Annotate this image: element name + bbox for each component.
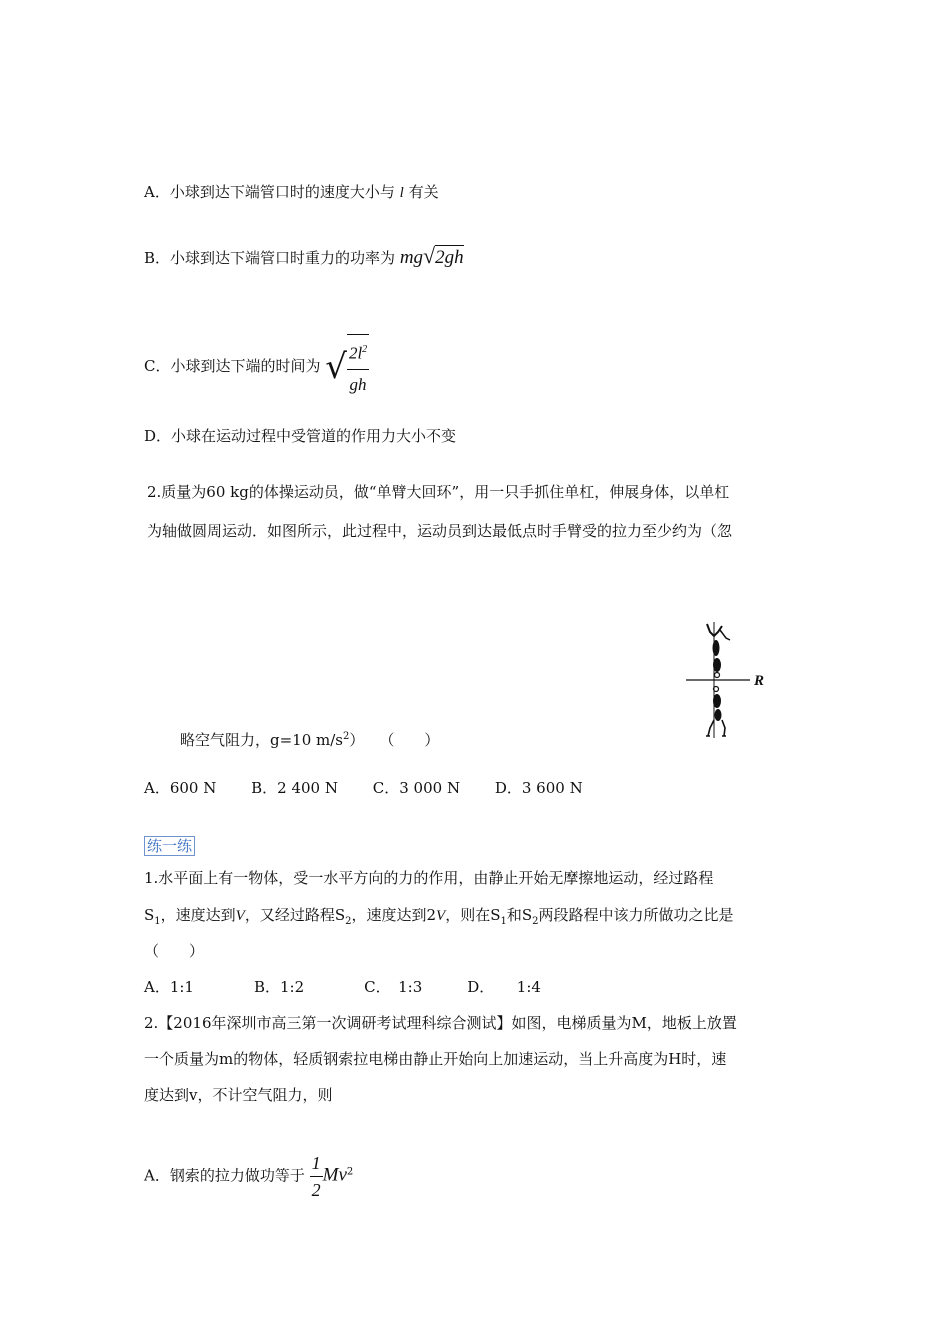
practice-q1-options: A．1:1 B．1:2 C． 1:3 D． 1:4 — [144, 978, 541, 996]
expression-exponent: 2 — [346, 1166, 354, 1178]
q2-line3-text: 略空气阻力，g=10 m/s — [180, 731, 344, 749]
half-fraction — [310, 1150, 323, 1203]
option-b-formula — [399, 243, 464, 268]
practice-q1-line1: 1.水平面上有一物体，受一水平方向的力的作用，由静止开始无摩擦地运动，经过路程 — [144, 869, 714, 887]
practice-q1-line2: $S_1$，速度达到V，又经过路程$S_2$，速度达到2V，则在$S_1$和$S_2$两段路程中该力所做功之比是 — [144, 906, 734, 927]
sqrt-sign: √ — [423, 243, 436, 268]
option-a — [144, 182, 439, 203]
sqrt-sign: √ — [325, 346, 347, 387]
fraction-denominator: 2 — [311, 1180, 321, 1200]
formula-radicand: 2gh — [435, 247, 464, 268]
option-c-text: C．小球到达下端的时间为 — [144, 356, 321, 375]
expression-mv: Mv — [322, 1164, 347, 1186]
fraction-numerator: 2l — [348, 343, 363, 363]
option-c-fraction — [347, 334, 369, 400]
practice-q2-option-a — [144, 1150, 353, 1203]
option-a-text: A．钢索的拉力做功等于 — [144, 1166, 305, 1185]
option-a-tail: 有关 — [408, 183, 439, 201]
practice-section-label: 练一练 — [144, 836, 195, 856]
option-d: D．小球在运动过程中受管道的作用力大小不变 — [144, 427, 457, 445]
figure-label-r: R — [754, 673, 765, 689]
option-a-text: A．小球到达下端管口时的速度大小与 — [144, 183, 395, 201]
practice-q2-line1: 2.【2016年深圳市高三第一次调研考试理科综合测试】如图，电梯质量为M，地板上放置 — [144, 1014, 737, 1032]
formula-prefix: mg — [399, 247, 424, 268]
practice-q2-line3: 度达到v，不计空气阻力，则 — [144, 1086, 333, 1104]
fraction-denominator: gh — [349, 374, 367, 394]
option-a-variable: l — [399, 185, 404, 201]
option-c — [144, 334, 369, 400]
gymnast-figure — [684, 618, 774, 742]
q2-line3-exponent: 2 — [343, 731, 350, 742]
q2-line1: 2.质量为60 kg的体操运动员，做“单臂大回环”，用一只手抓住单杠，伸展身体，以单杠 — [147, 483, 730, 501]
q2-line3 — [180, 727, 439, 750]
numerator-exponent: 2 — [362, 344, 368, 355]
practice-q2-line2: 一个质量为m的物体，轻质钢索拉电梯由静止开始向上加速运动，当上升高度为H时，速 — [144, 1050, 727, 1068]
practice-q1-line3: （ ） — [144, 942, 205, 960]
q2-line2: 为轴做圆周运动．如图所示，此过程中，运动员到达最低点时手臂受的拉力至少约为（忽 — [147, 522, 733, 540]
option-b-text: B．小球到达下端管口时重力的功率为 — [144, 249, 396, 267]
q2-options: A．600 N B．2 400 N C．3 000 N D．3 600 N — [144, 779, 583, 797]
option-b — [144, 244, 464, 270]
fraction-numerator: 1 — [310, 1150, 323, 1177]
q2-line3-tail: ） （ ） — [349, 731, 440, 749]
